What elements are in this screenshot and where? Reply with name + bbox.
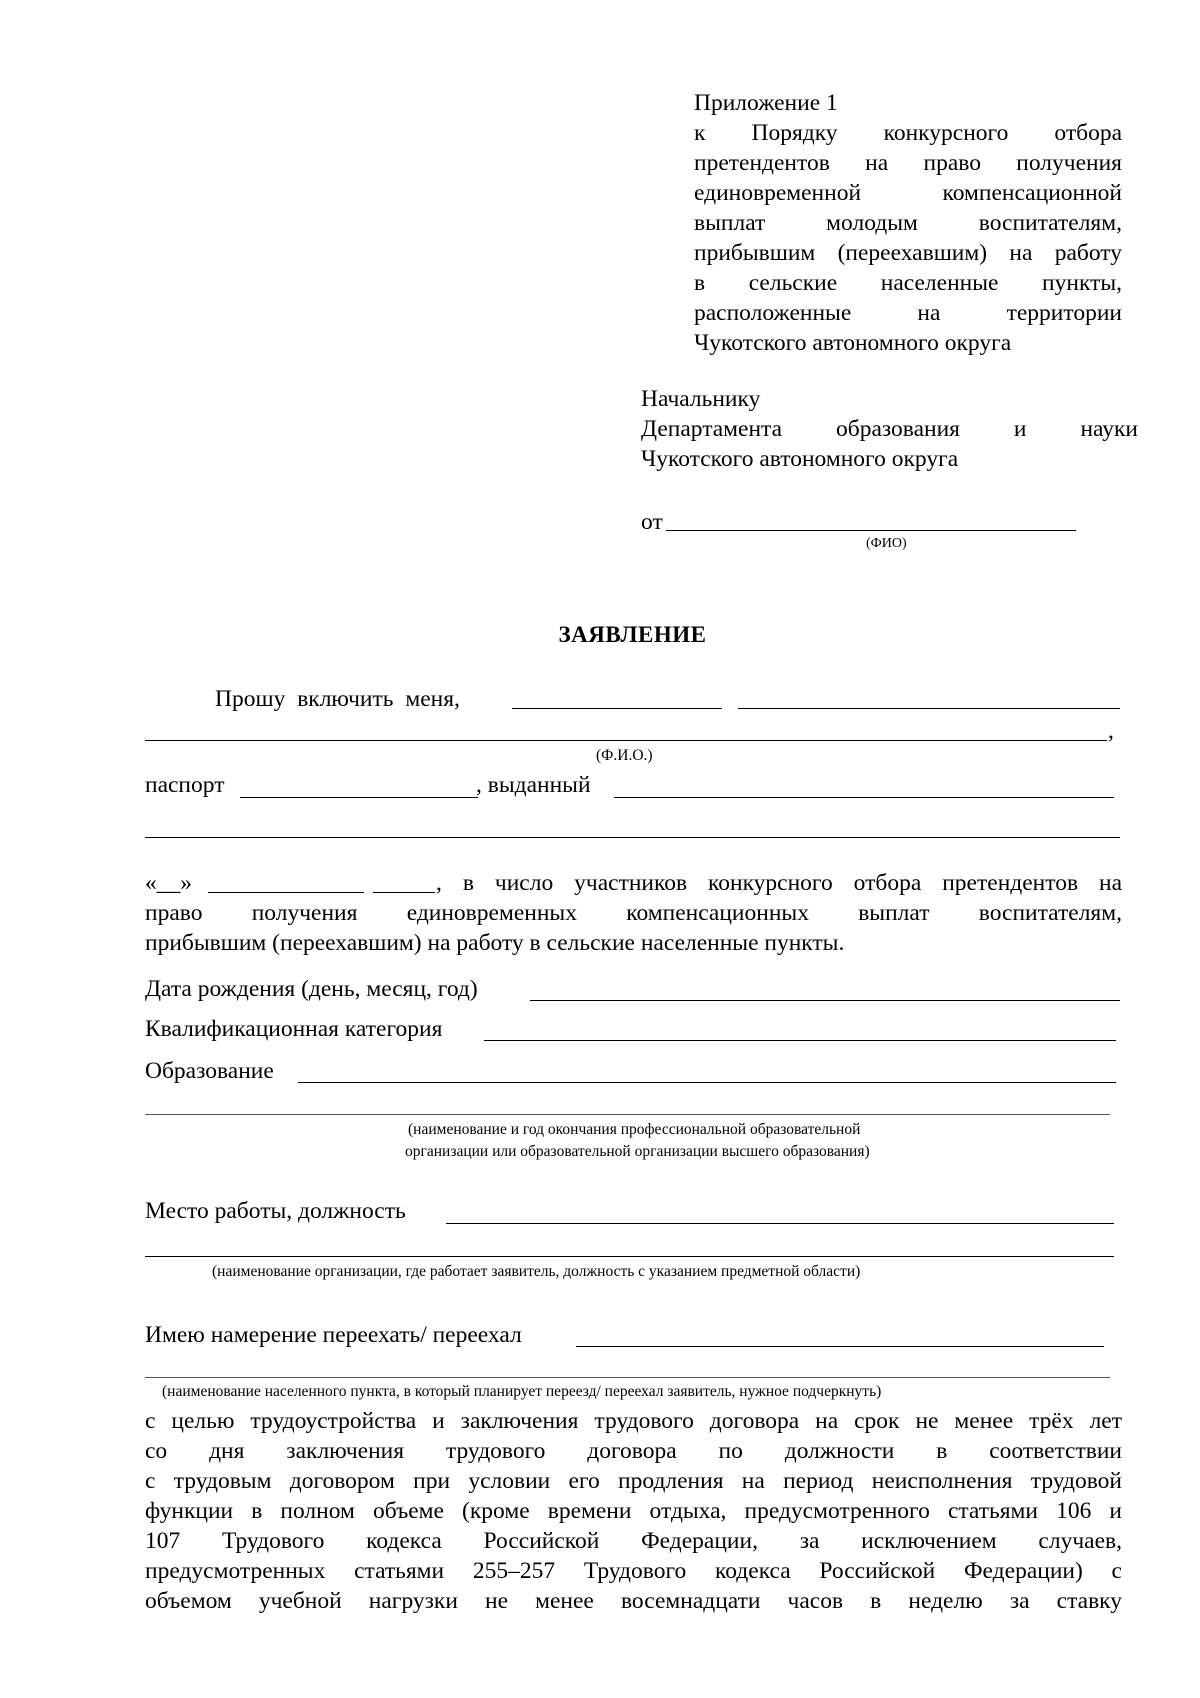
intent-field-2[interactable] bbox=[145, 1377, 1110, 1378]
final-paragraph-line: с трудовым договором при условии его продления на период неисполнения трудовой bbox=[145, 1468, 1122, 1494]
work-field[interactable] bbox=[446, 1223, 1114, 1224]
addressee-title: Начальнику bbox=[641, 386, 761, 412]
addressee-department: Департамента образования и науки bbox=[641, 416, 1138, 442]
issued-by-field[interactable] bbox=[614, 797, 1114, 798]
final-paragraph-line: с целью трудоустройства и заключения трудового договора на срок не менее трёх лет bbox=[145, 1408, 1122, 1434]
fio-hint: (ФИО) bbox=[866, 536, 907, 551]
appendix-line: Чукотского автономного округа bbox=[694, 330, 1012, 356]
qualification-label: Квалификационная категория bbox=[145, 1016, 443, 1042]
appendix-line: единовременной компенсационной bbox=[694, 180, 1122, 206]
birth-date-field[interactable] bbox=[530, 1000, 1120, 1001]
date-tail-text: , в число участников конкурсного отбора претендентов на bbox=[436, 870, 1122, 896]
education-hint-line1: (наименование и год окончания профессиональной образовательной bbox=[408, 1121, 861, 1138]
paragraph-line: прибывшим (переехавшим) на работу в сельские населенные пункты. bbox=[145, 930, 845, 956]
passport-number-field[interactable] bbox=[240, 797, 478, 798]
final-paragraph-line: объемом учебной нагрузки не менее восемнадцати часов в неделю за ставку bbox=[145, 1588, 1122, 1614]
appendix-line: к Порядку конкурсного отбора bbox=[694, 120, 1122, 146]
intent-hint: (наименование населенного пункта, в который планирует переезд/ переехал заявитель, нужное подчеркнуть) bbox=[162, 1383, 882, 1400]
final-paragraph-line: 107 Трудового кодекса Российской Федерации, за исключением случаев, bbox=[145, 1528, 1122, 1554]
appendix-number: Приложение 1 bbox=[694, 90, 838, 116]
fio-field-3[interactable] bbox=[145, 740, 1107, 741]
appendix-line: претендентов на право получения bbox=[694, 150, 1122, 176]
final-paragraph-line: предусмотренных статьями 255–257 Трудового кодекса Российской Федерации) с bbox=[145, 1558, 1122, 1584]
fio-hint-body: (Ф.И.О.) bbox=[596, 747, 653, 764]
issued-label: , выданный bbox=[476, 772, 591, 798]
fio-field-1[interactable] bbox=[512, 708, 722, 709]
work-hint: (наименование организации, где работает заявитель, должность с указанием предметной области) bbox=[212, 1263, 861, 1280]
qualification-field[interactable] bbox=[484, 1040, 1116, 1041]
final-paragraph-line: со дня заключения трудового договора по должности в соответствии bbox=[145, 1438, 1122, 1464]
final-paragraph-line: функции в полном объеме (кроме времени отдыха, предусмотренного статьями 106 и bbox=[145, 1498, 1122, 1524]
document-title: ЗАЯВЛЕНИЕ bbox=[558, 622, 707, 647]
issued-by-field-2[interactable] bbox=[145, 837, 1120, 838]
request-text: Прошу включить меня, bbox=[215, 686, 460, 712]
birth-date-label: Дата рождения (день, месяц, год) bbox=[145, 976, 478, 1002]
education-field-2[interactable] bbox=[145, 1114, 1110, 1115]
date-month-field[interactable] bbox=[208, 892, 364, 893]
appendix-line: расположенные на территории bbox=[694, 300, 1122, 326]
comma: , bbox=[1108, 718, 1114, 744]
education-field[interactable] bbox=[298, 1082, 1116, 1083]
addressee-region: Чукотского автономного округа bbox=[641, 446, 959, 472]
passport-label: паспорт bbox=[145, 772, 225, 798]
intent-field[interactable] bbox=[576, 1346, 1104, 1347]
applicant-name-field[interactable] bbox=[666, 530, 1076, 531]
appendix-line: выплат молодым воспитателям, bbox=[694, 210, 1122, 236]
education-label: Образование bbox=[145, 1058, 274, 1084]
work-field-2[interactable] bbox=[145, 1256, 1114, 1257]
date-day: «__» bbox=[145, 870, 192, 896]
work-label: Место работы, должность bbox=[145, 1198, 406, 1224]
fio-field-2[interactable] bbox=[738, 708, 1120, 709]
date-year-field[interactable] bbox=[373, 892, 435, 893]
appendix-line: в сельские населенные пункты, bbox=[694, 270, 1122, 296]
paragraph-line: право получения единовременных компенсационных выплат воспитателям, bbox=[145, 900, 1122, 926]
appendix-line: прибывшим (переехавшим) на работу bbox=[694, 240, 1122, 266]
education-hint-line2: организации или образовательной организации высшего образования) bbox=[405, 1143, 870, 1160]
intent-label: Имею намерение переехать/ переехал bbox=[145, 1322, 522, 1348]
from-label: от bbox=[641, 509, 663, 535]
